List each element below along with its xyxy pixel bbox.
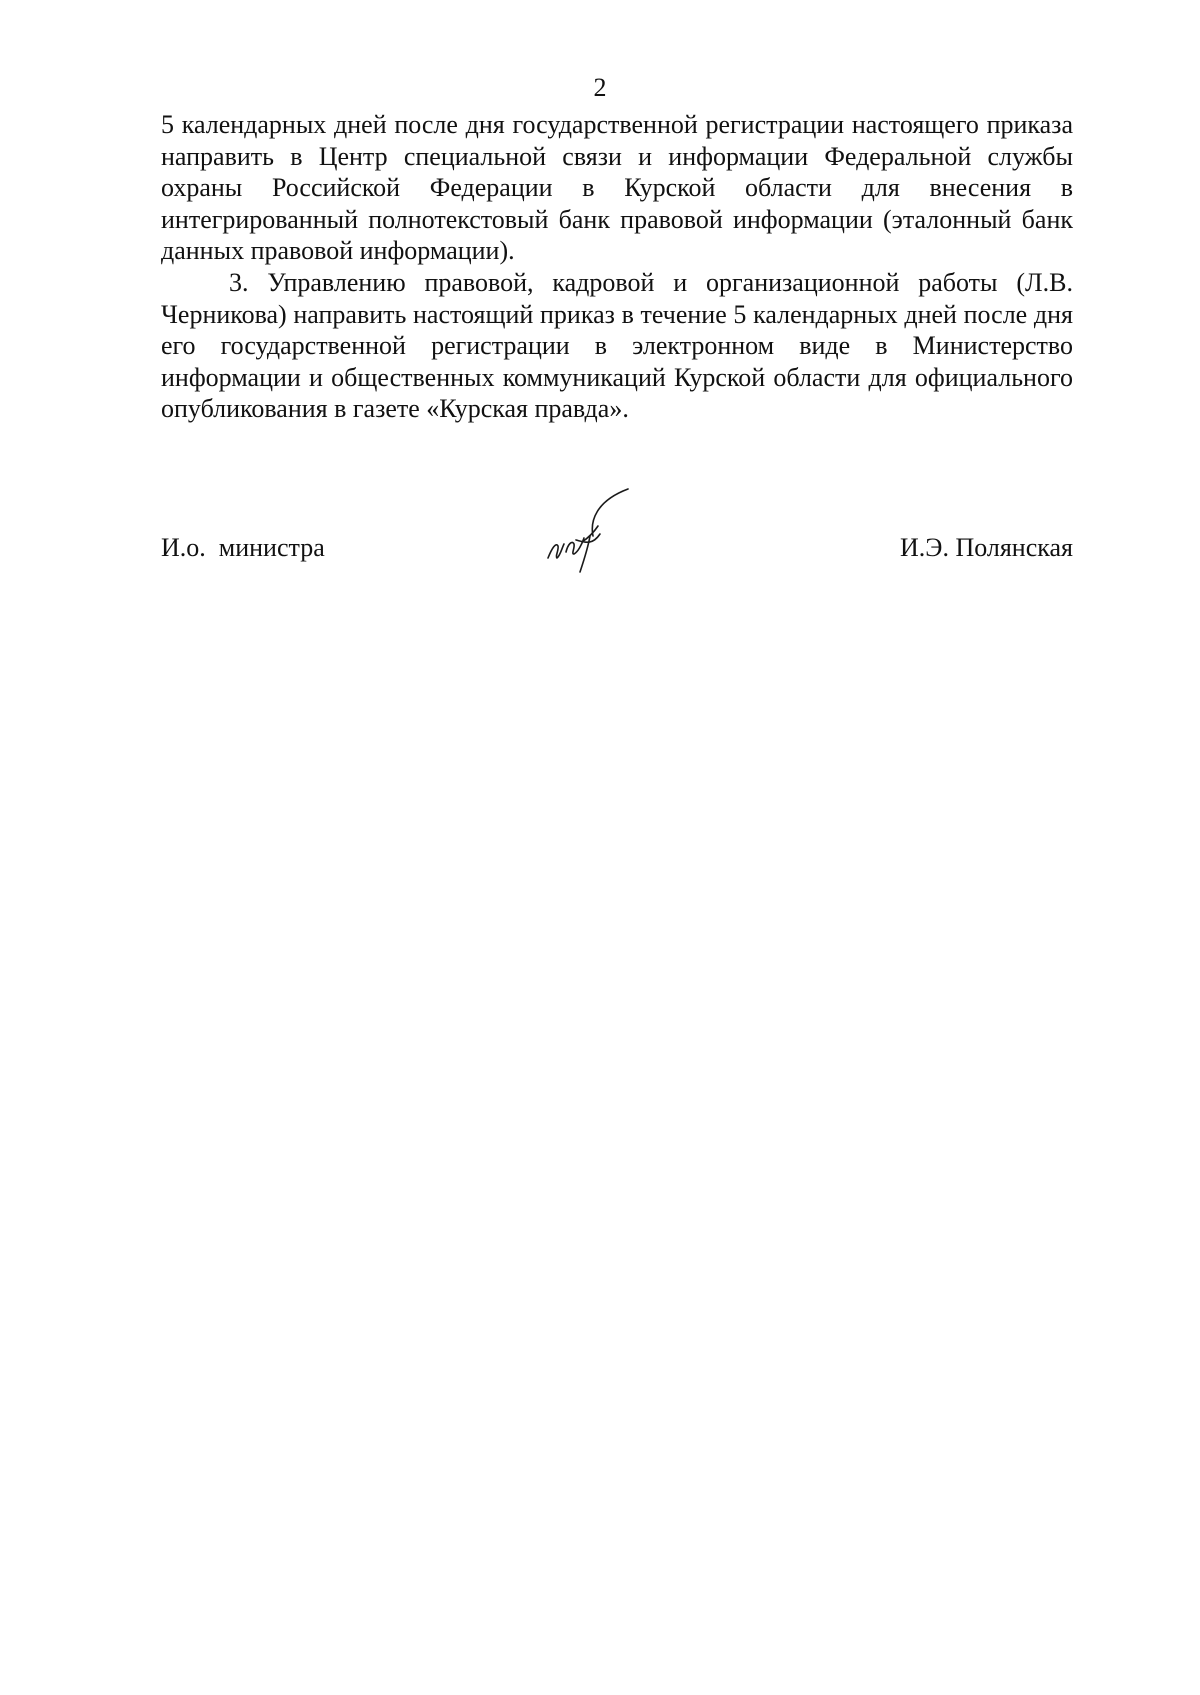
paragraph-item-3: 3. Управлению правовой, кадровой и организационной работы (Л.В. Черникова) направить настоящий приказ в течение 5 календарных дней после дня его государственной регистрации в электронном виде в Министерство информации и общественных коммуникаций Курской области для официального опубликования в газете «Курская правда».	[161, 267, 1073, 424]
paragraph-continuation: 5 календарных дней после дня государственной регистрации настоящего приказа направить в Центр специальной связи и информации Федеральной службы охраны Российской Федерации в Курской области для внесения в интегрированный полнотекстовый банк правовой информации (эталонный банк данных правовой информации).	[161, 110, 1073, 266]
page-number: 2	[593, 73, 607, 102]
signatory-name: И.Э. Полянская	[900, 533, 1073, 562]
document-body	[161, 109, 1073, 425]
handwritten-signature-icon	[538, 486, 638, 576]
signatory-position: И.о. министра	[161, 533, 325, 562]
